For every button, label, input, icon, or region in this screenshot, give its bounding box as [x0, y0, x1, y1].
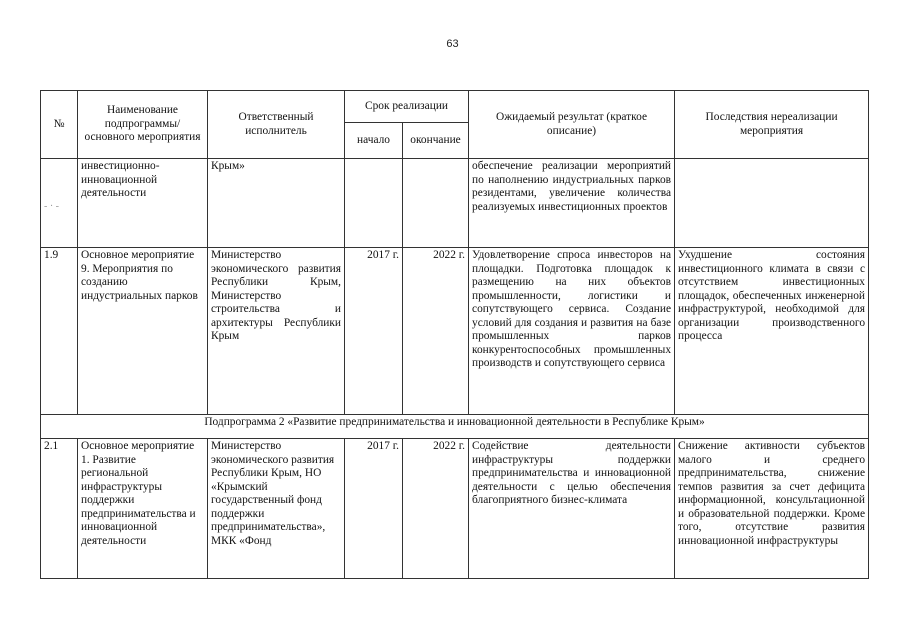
row-responsible: Министерство экономического развития Республики Крым, Министерство строительства и архитектуры Республики Крым	[208, 248, 345, 415]
header-num: №	[41, 91, 78, 159]
row-num: 2.1	[41, 439, 78, 579]
row-name: Основное мероприятие 9. Мероприятия по созданию индустриальных парков	[78, 248, 208, 415]
header-result: Ожидаемый результат (краткое описание)	[469, 91, 675, 159]
header-start: начало	[345, 123, 403, 159]
subprogram-title: Подпрограмма 2 «Развитие предпринимательства и инновационной деятельности в Республике Крым»	[41, 415, 869, 439]
row-result: Содействие деятельности инфраструктуры поддержки предпринимательства и инновационной деятельности с целью обеспечения благоприятного бизнес-климата	[469, 439, 675, 579]
row-start: 2017 г.	[345, 248, 403, 415]
row-name: инвестиционно-инновационной деятельности	[78, 159, 208, 248]
row-start: 2017 г.	[345, 439, 403, 579]
row-consequences: Снижение активности субъектов малого и среднего предпринимательства, снижение темпов развития за счет дефицита информационной, консультационной и образовательной поддержки. Кроме того, отсутствие развития инновационной инфраструктуры	[675, 439, 869, 579]
scan-mark: - · -	[44, 201, 59, 212]
row-end: 2022 г.	[403, 439, 469, 579]
table-row	[41, 248, 869, 415]
row-result: обеспечение реализации мероприятий по наполнению индустриальных парков резидентами, увеличение количества реализуемых инвестиционных проектов	[469, 159, 675, 248]
header-row	[41, 91, 869, 123]
header-consequences: Последствия нереализации мероприятия	[675, 91, 869, 159]
row-end: 2022 г.	[403, 248, 469, 415]
page-number: 63	[446, 38, 459, 50]
row-start	[345, 159, 403, 248]
row-end	[403, 159, 469, 248]
header-term: Срок реализации	[345, 91, 469, 123]
row-responsible: Министерство экономического развития Республики Крым, НО «Крымский государственный фонд поддержки предпринимательства», МКК «Фонд	[208, 439, 345, 579]
subprogram-row	[41, 415, 869, 439]
table-row	[41, 159, 869, 248]
row-result: Удовлетворение спроса инвесторов на площадки. Подготовка площадок к размещению на них объектов промышленности, логистики и сопутствующего сервиса. Создание условий для создания и развития на базе промышленных парков конкурентоспособных промышленных производств и сопутствующего сервиса	[469, 248, 675, 415]
header-name: Наименование подпрограммы/ основного мероприятия	[78, 91, 208, 159]
program-table	[40, 90, 869, 579]
header-end: окончание	[403, 123, 469, 159]
header-responsible: Ответственный исполнитель	[208, 91, 345, 159]
row-num	[41, 159, 78, 248]
row-consequences	[675, 159, 869, 248]
row-num: 1.9	[41, 248, 78, 415]
row-responsible: Крым»	[208, 159, 345, 248]
row-consequences: Ухудшение состояния инвестиционного климата в связи с отсутствием инвестиционных площадок, обеспеченных инженерной инфраструктурой, необходимой для организации производственного процесса	[675, 248, 869, 415]
row-name: Основное мероприятие 1. Развитие региональной инфраструктуры поддержки предпринимательства и инновационной деятельности	[78, 439, 208, 579]
table-row	[41, 439, 869, 579]
